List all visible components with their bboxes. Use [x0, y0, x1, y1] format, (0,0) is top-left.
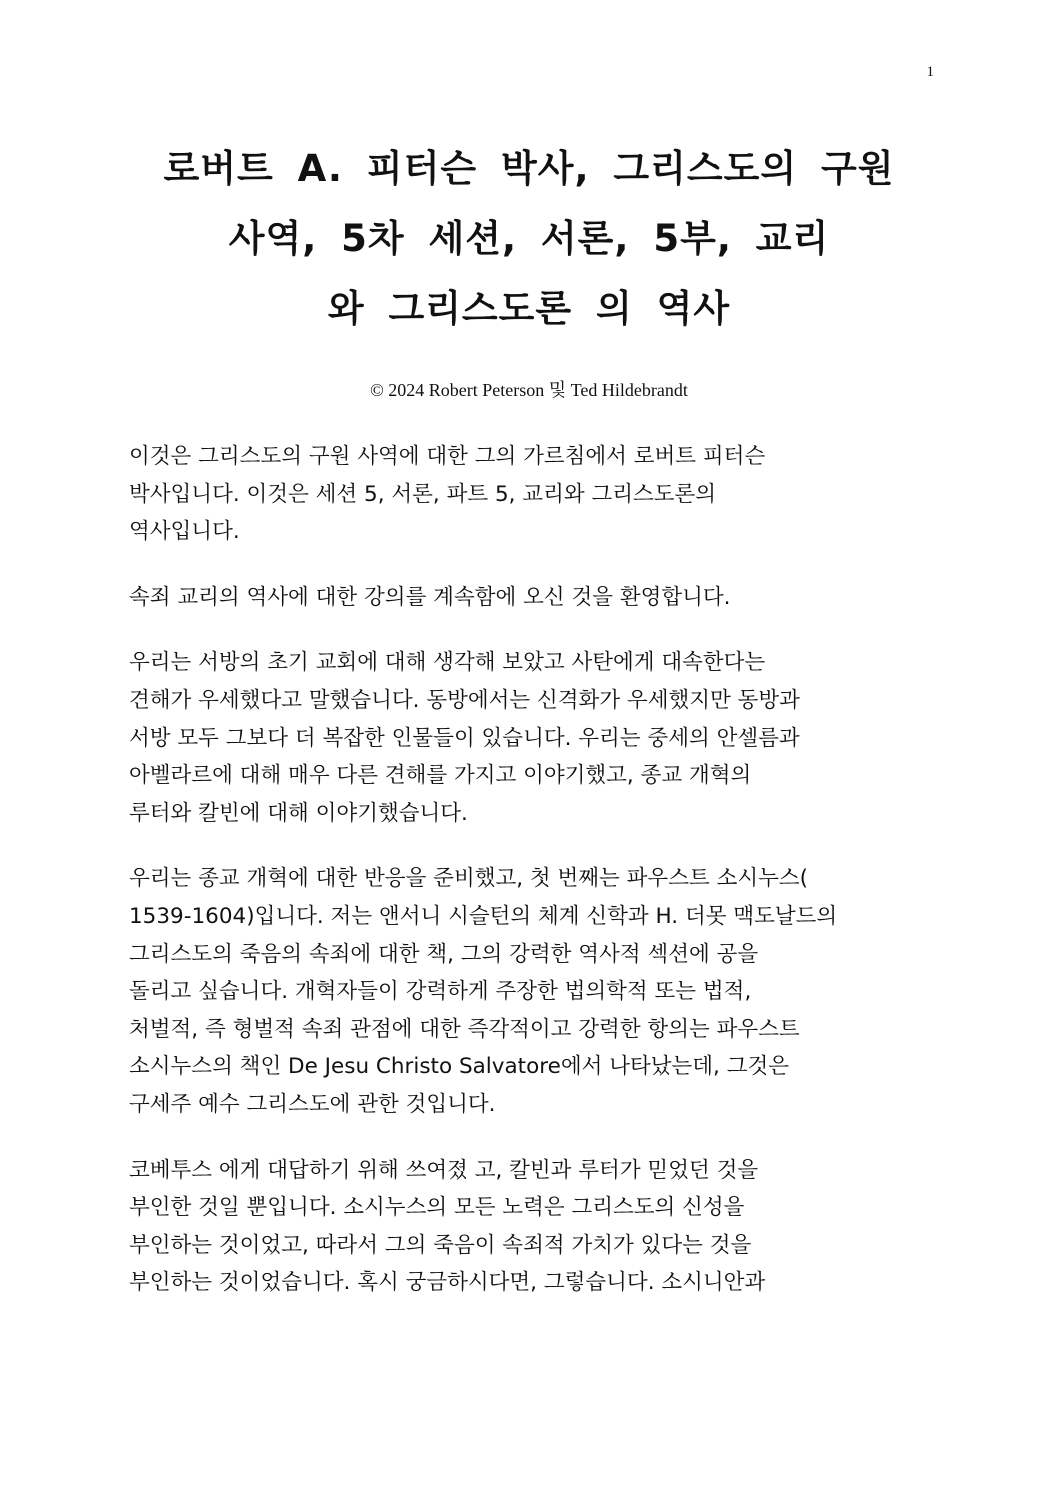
paragraph	[129, 644, 939, 832]
text-line: 1539-1604)입니다. 저는 앤서니 시슬턴의 체계 신학과 H. 더못 맥도날드의	[129, 903, 838, 929]
text-line: 이것은 그리스도의 구원 사역에 대한 그의 가르침에서 로버트 피터슨	[129, 444, 766, 469]
text-line: 루터와 칼빈에 대해 이야기했습니다.	[129, 800, 468, 826]
text-line: 부인하는 것이었습니다. 혹시 궁금하시다면, 그렇습니다. 소시니안과	[129, 1270, 766, 1296]
paragraph	[129, 1152, 939, 1302]
text-line: 코베투스 에게 대답하기 위해 쓰여졌 고, 칼빈과 루터가 믿었던 것을	[129, 1157, 759, 1183]
text-line: 속죄 교리의 역사에 대한 강의를 계속함에 오신 것을 환영합니다.	[129, 584, 731, 610]
text-line: 처벌적, 즉 형벌적 속죄 관점에 대한 즉각적이고 강력한 항의는 파우스트	[129, 1016, 800, 1042]
text-line: 우리는 서방의 초기 교회에 대해 생각해 보았고 사탄에게 대속한다는	[129, 650, 766, 676]
title-line: 로버트 A. 피터슨 박사, 그리스도의 구원	[163, 147, 895, 190]
paragraph	[129, 579, 939, 617]
text-line: 박사입니다. 이것은 세션 5, 서론, 파트 5, 교리와 그리스도론의	[129, 481, 717, 507]
text-line: 그리스도의 죽음의 속죄에 대한 책, 그의 강력한 역사적 섹션에 공을	[129, 941, 759, 967]
document-body	[129, 438, 939, 1330]
text-line: 서방 모두 그보다 더 복잡한 인물들이 있습니다. 우리는 중세의 안셀름과	[129, 725, 800, 751]
text-line: 부인한 것일 뿐입니다. 소시누스의 모든 노력은 그리스도의 신성을	[129, 1195, 745, 1221]
title-line: 와 그리스도론 의 역사	[327, 287, 731, 330]
text-line: 소시누스의 책인 De Jesu Christo Salvatore에서 나타났는데, 그것은	[129, 1054, 790, 1080]
page-number: 1	[926, 64, 934, 80]
text-line: 견해가 우세했다고 말했습니다. 동방에서는 신격화가 우세했지만 동방과	[129, 687, 800, 713]
text-line: 구세주 예수 그리스도에 관한 것입니다.	[129, 1091, 496, 1117]
text-line: 부인하는 것이었고, 따라서 그의 죽음이 속죄적 가치가 있다는 것을	[129, 1232, 752, 1258]
text-line: 역사입니다.	[129, 519, 240, 545]
text-line: 우리는 종교 개혁에 대한 반응을 준비했고, 첫 번째는 파우스트 소시누스(	[129, 866, 809, 892]
paragraph	[129, 860, 939, 1123]
text-line: 돌리고 싶습니다. 개혁자들이 강력하게 주장한 법의학적 또는 법적,	[129, 979, 752, 1005]
copyright-notice: © 2024 Robert Peterson 및 Ted Hildebrandt	[370, 380, 688, 400]
title-line: 사역, 5차 세션, 서론, 5부, 교리	[228, 217, 830, 260]
paragraph	[129, 438, 939, 551]
text-line: 아벨라르에 대해 매우 다른 견해를 가지고 이야기했고, 종교 개혁의	[129, 763, 752, 789]
document-title	[100, 134, 958, 344]
